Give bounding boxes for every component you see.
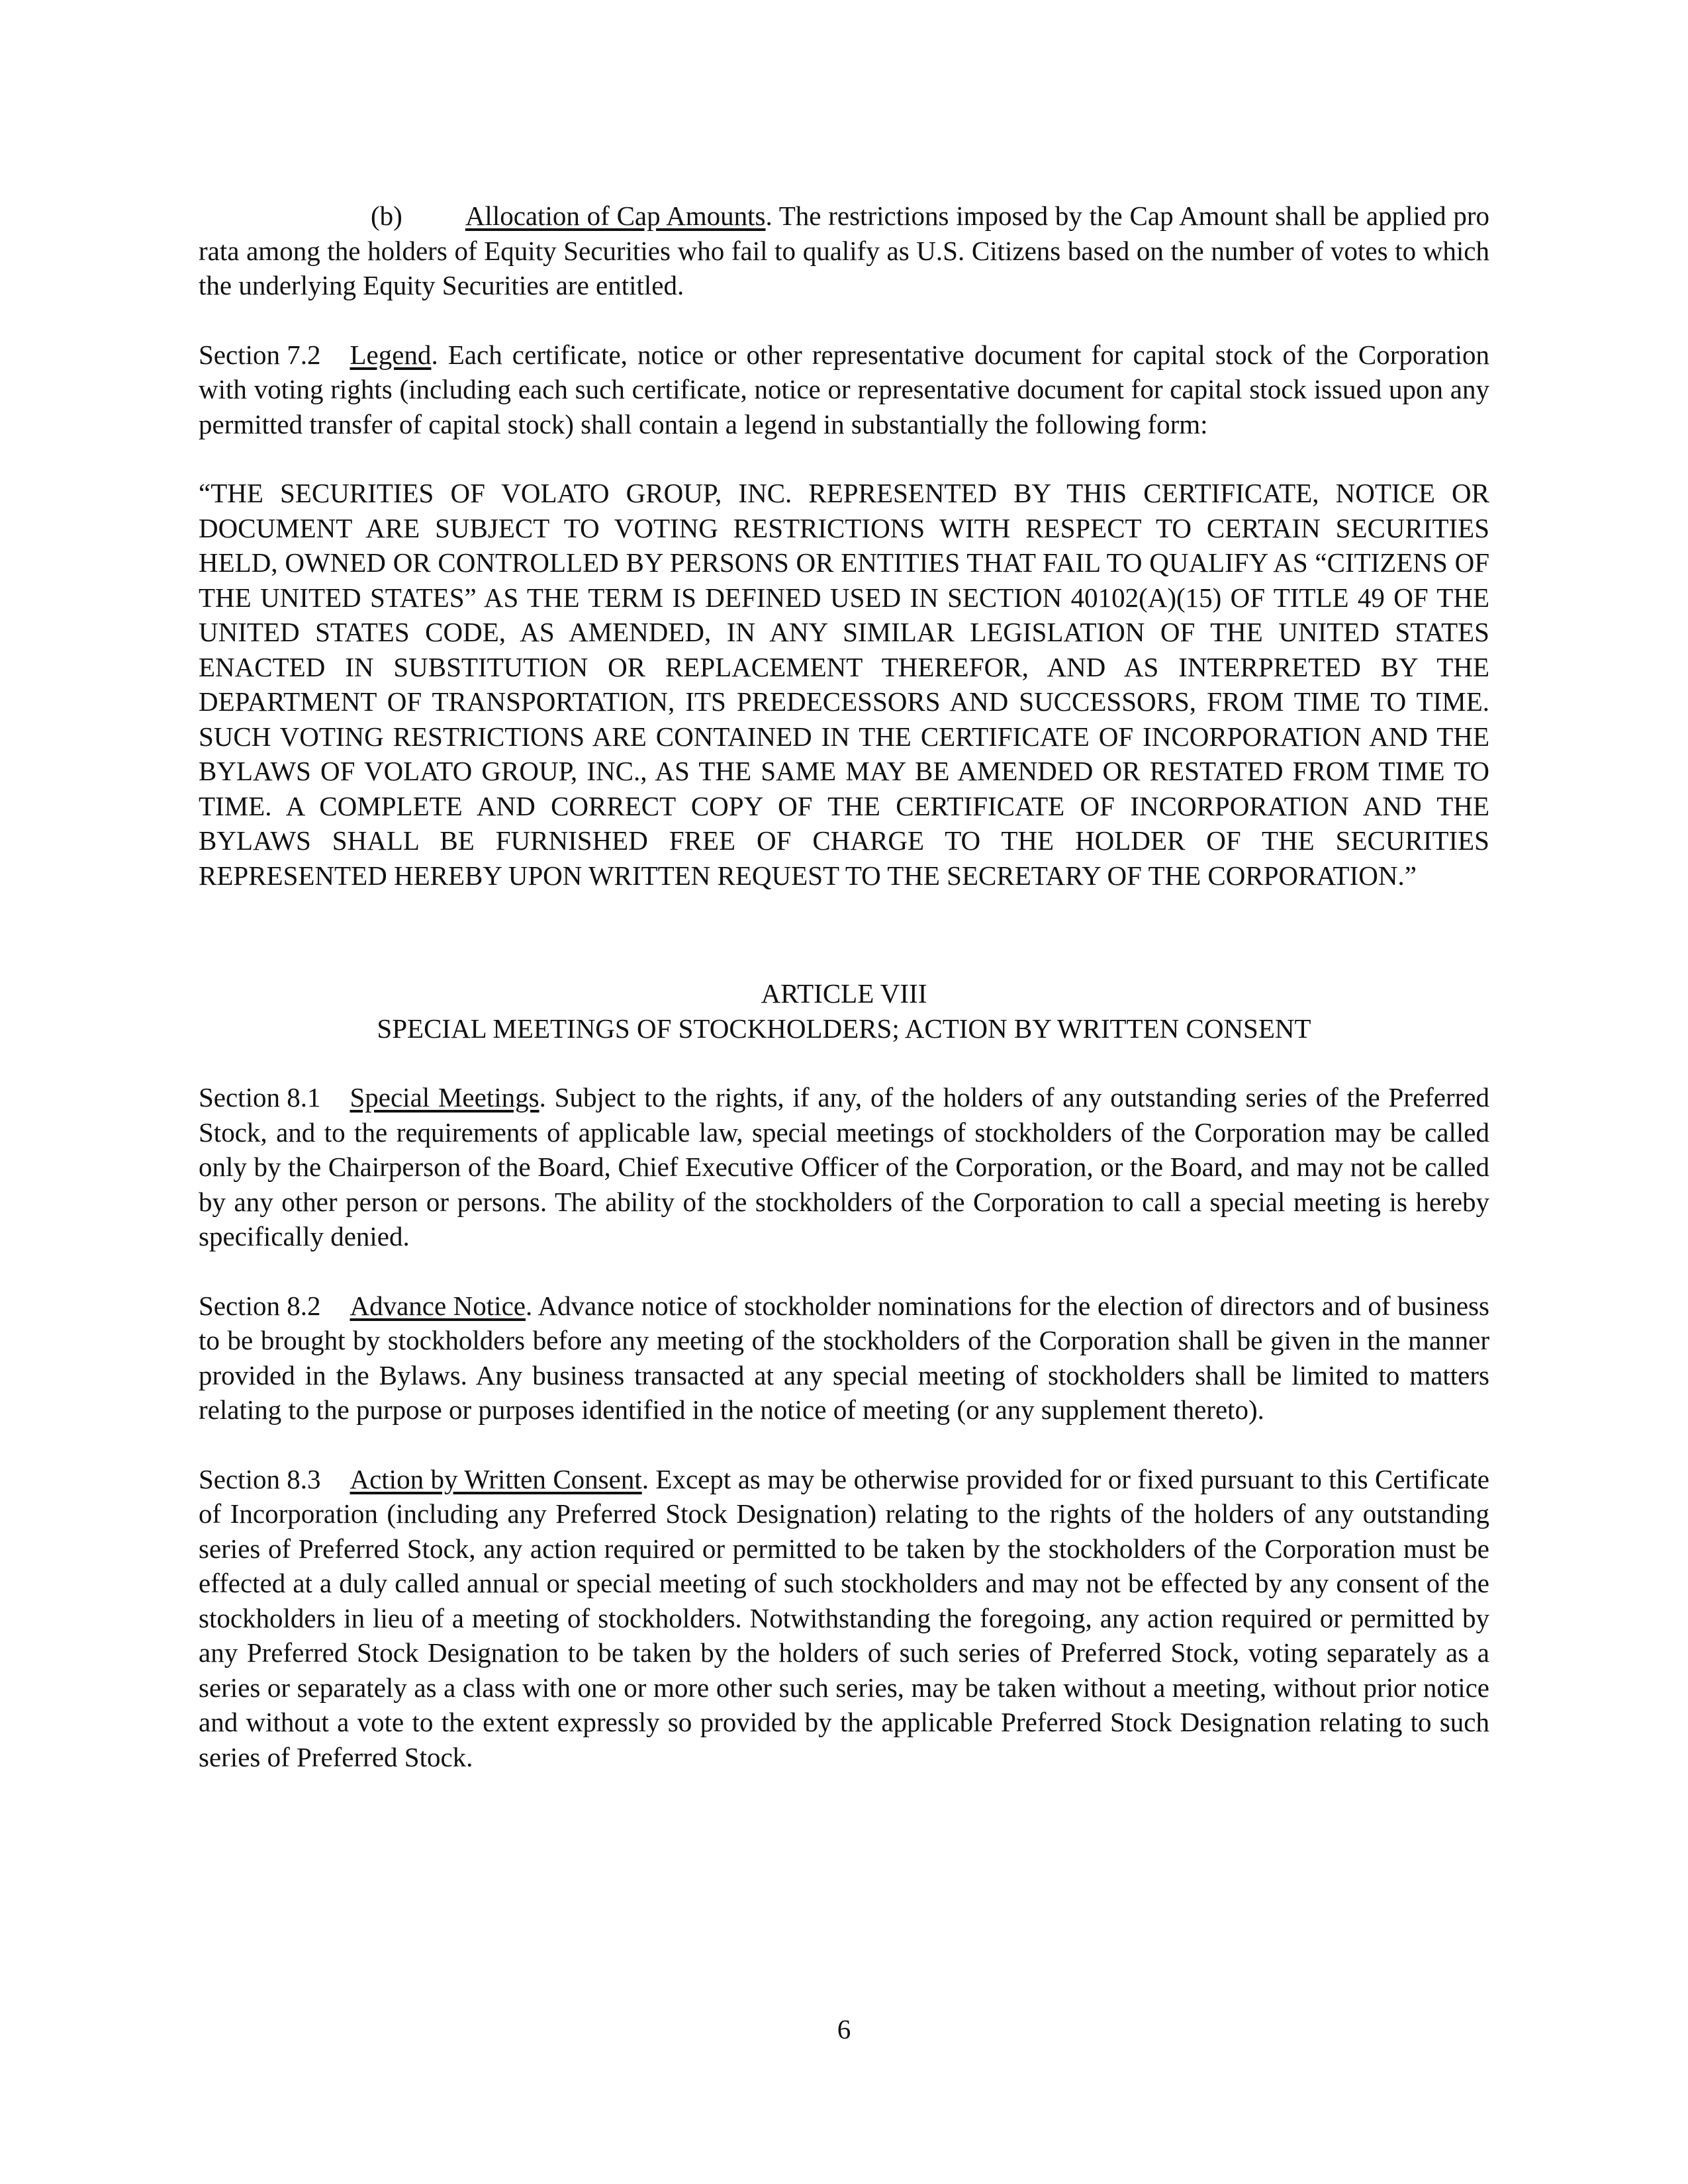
section-number: Section 8.2 (199, 1290, 321, 1321)
section-text: . Each certificate, notice or other representative document for capital stock of the Corporation with voting rights (including each such certificate, notice or representative document for capital stock issued upon any permitted transfer of capital stock) shall contain a legend in substantially the following form: (199, 339, 1489, 439)
section-8-3 (199, 1462, 1489, 1775)
document-page (199, 199, 1489, 1774)
section-number: Section 8.3 (199, 1463, 321, 1494)
legend-text: “THE SECURITIES OF VOLATO GROUP, INC. REPRESENTED BY THIS CERTIFICATE, NOTICE OR DOCUMENT ARE SUBJECT TO VOTING RESTRICTIONS WITH RESPECT TO CERTAIN SECURITIES HELD, OWNED OR CONTROLLED BY PERSONS OR ENTITIES THAT FAIL TO QUALIFY AS “CITIZENS OF THE UNITED STATES” AS THE TERM IS DEFINED USED IN SECTION 40102(A)(15) OF TITLE 49 OF THE UNITED STATES CODE, AS AMENDED, IN ANY SIMILAR LEGISLATION OF THE UNITED STATES ENACTED IN SUBSTITUTION OR REPLACEMENT THEREFOR, AND AS INTERPRETED BY THE DEPARTMENT OF TRANSPORTATION, ITS PREDECESSORS AND SUCCESSORS, FROM TIME TO TIME. SUCH VOTING RESTRICTIONS ARE CONTAINED IN THE CERTIFICATE OF INCORPORATION AND THE BYLAWS OF VOLATO GROUP, INC., AS THE SAME MAY BE AMENDED OR RESTATED FROM TIME TO TIME. A COMPLETE AND CORRECT COPY OF THE CERTIFICATE OF INCORPORATION AND THE BYLAWS SHALL BE FURNISHED FREE OF CHARGE TO THE HOLDER OF THE SECURITIES REPRESENTED HEREBY UPON WRITTEN REQUEST TO THE SECRETARY OF THE CORPORATION.” (199, 478, 1489, 891)
section-heading: Action by Written Consent (350, 1463, 642, 1494)
section-8-2 (199, 1289, 1489, 1428)
section-number: Section 8.1 (199, 1082, 321, 1113)
section-8-1 (199, 1080, 1489, 1254)
subsection-b (199, 199, 1489, 303)
subsection-text: . The restrictions imposed by the Cap Amount shall be applied pro rata among the holders of Equity Securities who fail to qualify as U.S. Citizens based on the number of votes to which the underlying Equity Securities are entitled. (199, 201, 1489, 300)
article-title: SPECIAL MEETINGS OF STOCKHOLDERS; ACTION BY WRITTEN CONSENT (377, 1013, 1311, 1044)
section-heading: Advance Notice (350, 1290, 526, 1321)
subsection-heading: Allocation of Cap Amounts (465, 201, 766, 231)
section-number: Section 7.2 (199, 339, 321, 370)
subsection-number: (b) (371, 201, 402, 231)
section-text: . Subject to the rights, if any, of the holders of any outstanding series of the Preferred Stock, and to the requirements of applicable law, special meetings of stockholders of the Corporation may be called only by the Chairperson of the Board, Chief Executive Officer of the Corporation, or the Board, and may not be called by any other person or persons. The ability of the stockholders of the Corporation to call a special meeting is hereby specifically denied. (199, 1082, 1489, 1251)
section-heading: Special Meetings (350, 1082, 539, 1113)
page-number: 6 (837, 2014, 851, 2044)
section-text: . Advance notice of stockholder nominations for the election of directors and of business to be brought by stockholders before any meeting of the stockholders of the Corporation shall be given in the manner provided in the Bylaws. Any business transacted at any special meeting of stockholders shall be limited to matters relating to the purpose or purposes identified in the notice of meeting (or any supplement thereto). (199, 1290, 1489, 1425)
article-number: ARTICLE VIII (761, 978, 927, 1009)
section-text: . Except as may be otherwise provided for or fixed pursuant to this Certificate of Incorporation (including any Preferred Stock Designation) relating to the rights of the holders of any outstanding series of Preferred Stock, any action required or permitted to be taken by the stockholders of the Corporation must be effected at a duly called annual or special meeting of such stockholders and may not be effected by any consent of the stockholders in lieu of a meeting of stockholders. Notwithstanding the foregoing, any action required or permitted by any Preferred Stock Designation to be taken by the holders of such series of Preferred Stock, voting separately as a series or separately as a class with one or more other such series, may be taken without a meeting, without prior notice and without a vote to the extent expressly so provided by the applicable Preferred Stock Designation relating to such series of Preferred Stock. (199, 1463, 1489, 1772)
section-heading: Legend (350, 339, 432, 370)
section-7-2 (199, 338, 1489, 442)
